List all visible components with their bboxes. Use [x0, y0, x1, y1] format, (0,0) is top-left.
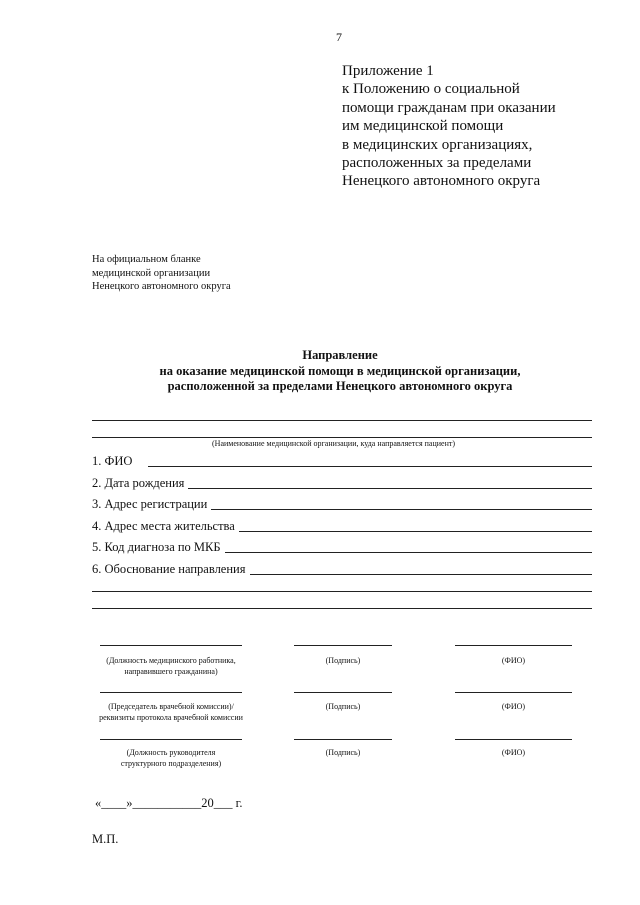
- field-icd-code[interactable]: [92, 539, 592, 555]
- appendix-line: в медицинских организациях,: [342, 136, 533, 153]
- title-heading: Направление: [302, 348, 378, 362]
- title-line: расположенной за пределами Ненецкого автономного округа: [167, 379, 513, 393]
- title-line: на оказание медицинской помощи в медицинской организации,: [159, 363, 521, 378]
- org-name-line[interactable]: [92, 420, 592, 421]
- letterhead-line: На официальном бланке: [92, 254, 201, 265]
- signature-fio-line[interactable]: [455, 645, 572, 646]
- caption-line: реквизиты протокола врачебной комиссии: [99, 713, 243, 722]
- appendix-line: помощи гражданам при оказании: [342, 99, 556, 116]
- signature-position-line[interactable]: [100, 692, 242, 693]
- appendix-line: им медицинской помощи: [342, 118, 504, 135]
- date-line[interactable]: «____»___________20___ г.: [95, 796, 243, 810]
- signature-sign-caption: (Подпись): [325, 656, 361, 665]
- signature-position-line[interactable]: [100, 739, 242, 740]
- field-residence-address[interactable]: [92, 518, 592, 534]
- caption-line: (Должность руководителя: [126, 748, 216, 757]
- signature-fio-caption: (ФИО): [501, 656, 526, 665]
- caption-line: структурного подразделения): [120, 759, 222, 768]
- signature-fio-caption: (ФИО): [501, 748, 526, 757]
- reason-continuation-line[interactable]: [92, 591, 592, 592]
- appendix-header: [342, 62, 632, 191]
- document-title: [90, 348, 590, 395]
- fill-line[interactable]: [250, 574, 593, 575]
- seal-placeholder: М.П.: [92, 832, 119, 846]
- fill-line[interactable]: [239, 531, 592, 532]
- signature-position-caption: [86, 701, 256, 723]
- fill-line[interactable]: [148, 466, 592, 467]
- signature-fio-caption: (ФИО): [501, 702, 526, 711]
- field-label: 2. Дата рождения: [92, 476, 185, 490]
- page-number: 7: [336, 30, 342, 44]
- letterhead-line: медицинской организации: [92, 267, 211, 279]
- signature-fio-line[interactable]: [455, 739, 572, 740]
- signature-sign-caption: (Подпись): [325, 702, 361, 711]
- field-birth-date[interactable]: [92, 475, 592, 491]
- signature-position-caption: [96, 655, 246, 677]
- reason-continuation-line[interactable]: [92, 608, 592, 609]
- letterhead-line: Ненецкого автономного округа: [92, 281, 231, 293]
- field-referral-reason[interactable]: [92, 561, 592, 577]
- caption-line: направившего гражданина): [124, 667, 218, 676]
- org-name-line[interactable]: [92, 437, 592, 438]
- letterhead-note: [92, 253, 231, 294]
- field-fio[interactable]: [92, 453, 592, 469]
- caption-line: (Должность медицинского работника,: [106, 656, 236, 665]
- field-label: 1. ФИО: [92, 454, 133, 468]
- org-caption: (Наименование медицинской организации, куда направляется пациент): [212, 439, 456, 448]
- signature-sign-line[interactable]: [294, 692, 392, 693]
- caption-line: (Председатель врачебной комиссии)/: [108, 702, 234, 711]
- appendix-line: расположенных за пределами: [342, 155, 532, 172]
- appendix-line: Приложение 1: [342, 63, 434, 79]
- signature-sign-caption: (Подпись): [325, 748, 361, 757]
- signature-position-line[interactable]: [100, 645, 242, 646]
- field-label: 5. Код диагноза по МКБ: [92, 540, 221, 554]
- field-label: 3. Адрес регистрации: [92, 497, 208, 511]
- field-registration-address[interactable]: [92, 496, 592, 512]
- appendix-line: к Положению о социальной: [342, 81, 520, 98]
- signature-fio-line[interactable]: [455, 692, 572, 693]
- appendix-line: Ненецкого автономного округа: [342, 173, 541, 190]
- signature-sign-line[interactable]: [294, 739, 392, 740]
- fill-line[interactable]: [211, 509, 592, 510]
- fill-line[interactable]: [188, 488, 592, 489]
- fill-line[interactable]: [225, 552, 592, 553]
- signature-position-caption: [96, 747, 246, 769]
- signature-sign-line[interactable]: [294, 645, 392, 646]
- field-label: 4. Адрес места жительства: [92, 519, 235, 533]
- field-label: 6. Обоснование направления: [92, 562, 246, 576]
